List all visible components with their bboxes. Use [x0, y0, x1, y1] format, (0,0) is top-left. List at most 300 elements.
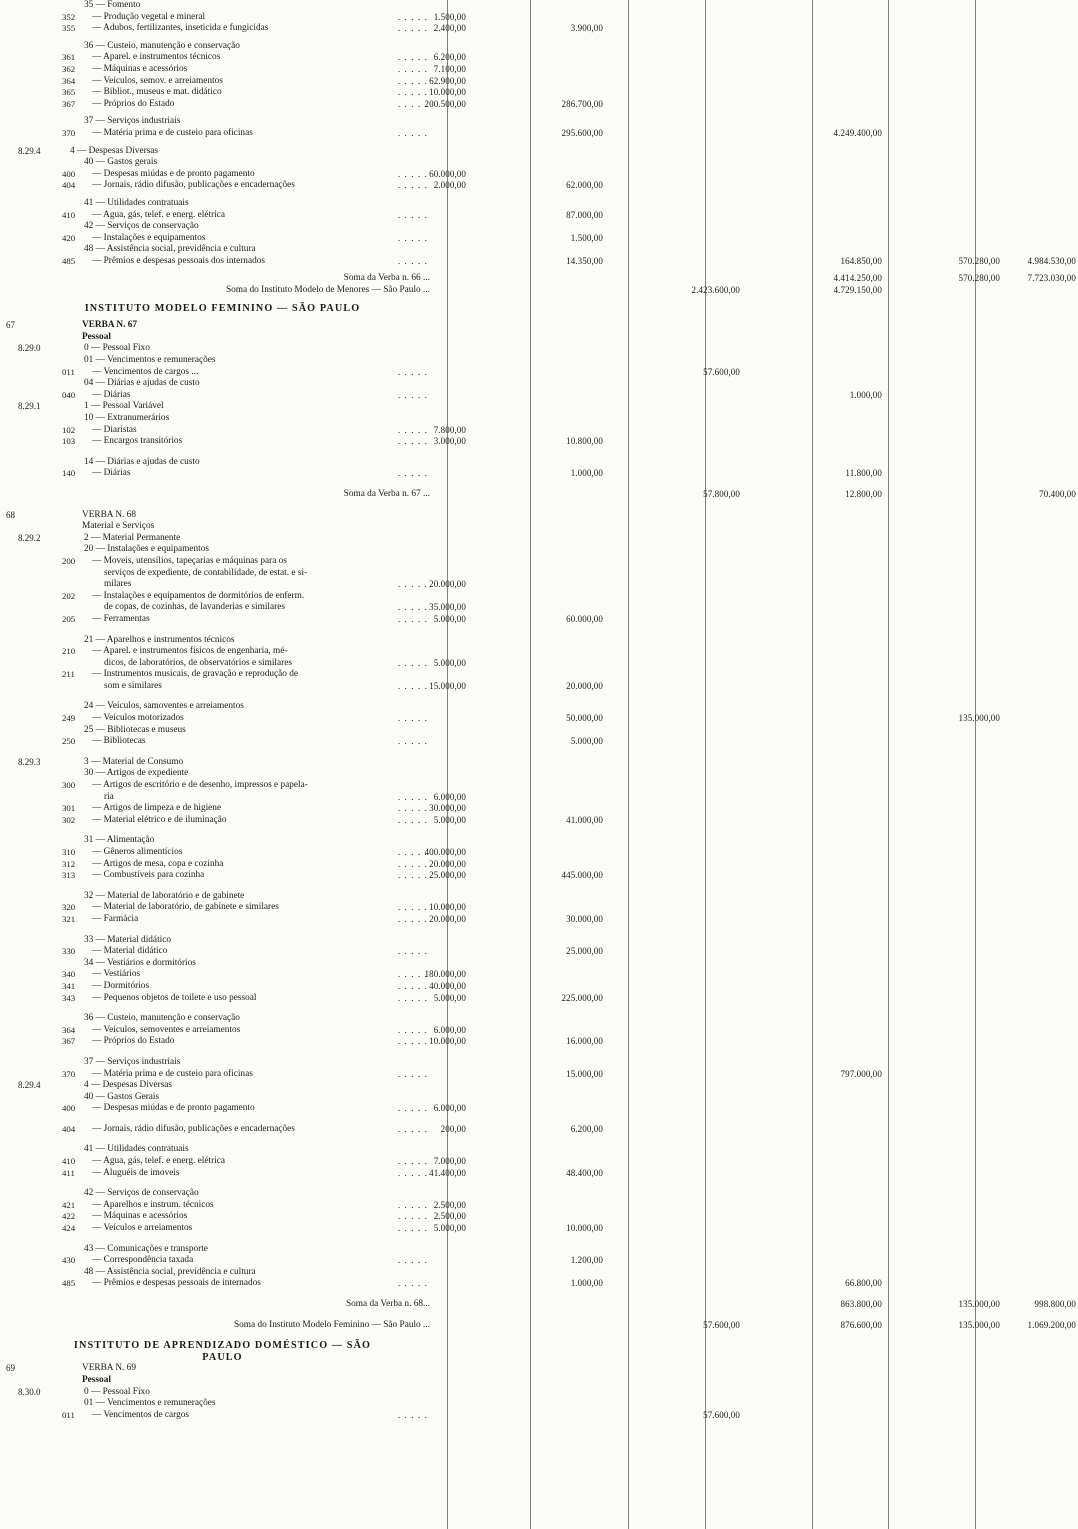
leader-dots: . . . . .	[397, 791, 428, 802]
ledger-row	[0, 713, 1078, 725]
amount-c2: 1.000,00	[570, 468, 603, 479]
ledger-row	[0, 12, 1078, 24]
amount-c2: 41.000,00	[566, 814, 603, 825]
item-code: 361	[62, 52, 76, 63]
item-code: 300	[62, 780, 76, 791]
ledger-row	[0, 902, 1078, 914]
ledger-row	[0, 891, 1078, 903]
amount-c2: 25.000,00	[566, 946, 603, 957]
amount-c1: 7.000,00	[433, 1156, 466, 1167]
item-code: 370	[62, 127, 76, 138]
amount-c3: 57.600,00	[703, 1319, 740, 1330]
item-code: 011	[62, 366, 75, 377]
ledger-row	[0, 198, 1078, 210]
ledger-row	[0, 544, 1078, 556]
line-label: — Material elétrico e de iluminação	[92, 814, 227, 825]
amount-c1: 3.000,00	[433, 436, 466, 447]
ledger-row	[0, 390, 1078, 402]
ledger-row	[0, 669, 1078, 681]
leader-dots: . . . . .	[397, 657, 428, 668]
leader-dots: . . . . .	[397, 1156, 428, 1167]
budget-code: 8.29.3	[18, 756, 41, 767]
item-code: 362	[62, 63, 76, 74]
line-label: Soma do Instituto Modelo Feminino — São Paulo ...	[233, 1319, 430, 1330]
amount-c4: 1.000,00	[849, 389, 882, 400]
ledger-row	[0, 116, 1078, 128]
item-code: 400	[62, 168, 76, 179]
ledger-row	[0, 457, 1078, 469]
line-label: — Jornais, rádio difusão, publicações e encadernações	[92, 180, 295, 191]
ledger-row	[0, 180, 1078, 192]
line-label: — Artigos de limpeza e de higiene	[92, 803, 222, 814]
row-spacer	[0, 501, 1078, 510]
amount-c1: 6.200,00	[433, 52, 466, 63]
amount-c1: 5.000,00	[433, 613, 466, 624]
amount-c1: 20.000,00	[429, 858, 466, 869]
ledger-row	[0, 556, 1078, 568]
item-code: 343	[62, 992, 76, 1003]
line-label: 43 — Comunicações e transporte	[84, 1243, 208, 1254]
leader-dots: . . . . .	[397, 87, 428, 98]
amount-c1: 10.000,00	[429, 87, 466, 98]
line-label: 42 — Serviços de conservação	[84, 1188, 199, 1199]
ledger-row	[0, 847, 1078, 859]
amount-c2: 3.900,00	[570, 23, 603, 34]
amount-c1: 60.000,00	[429, 168, 466, 179]
item-code: 485	[62, 1278, 76, 1289]
item-code: 355	[62, 23, 76, 34]
line-label: VERBA N. 67	[82, 320, 138, 331]
line-label: — Instalações e equipamentos de dormitórios de enferm.	[92, 590, 305, 601]
item-code: 330	[62, 946, 76, 957]
ledger-row	[0, 533, 1078, 545]
line-label: 10 — Extranumerários	[84, 413, 170, 423]
ledger-row	[0, 914, 1078, 926]
amount-c1: 25.000,00	[429, 870, 466, 881]
ledger-row	[0, 0, 1078, 12]
line-label: Soma da Verba n. 67 ...	[343, 488, 430, 499]
budget-code: 8.29.2	[18, 532, 41, 543]
amount-c5: 135.000,00	[958, 713, 1000, 724]
amount-c5: 135.000,00	[958, 1299, 1000, 1309]
line-label: 34 — Vestiários e dormitórios	[84, 957, 196, 968]
line-label: VERBA N. 68	[82, 509, 136, 520]
leader-dots: . . . . .	[397, 803, 428, 814]
amount-c1: 5.000,00	[433, 657, 466, 668]
line-label: 4 — Despesas Diversas	[84, 1080, 173, 1091]
ledger-row	[0, 1320, 1078, 1332]
item-code: 011	[62, 1409, 75, 1420]
ledger-row	[0, 1057, 1078, 1069]
line-label: — Aparel. e instrumentos técnicos	[92, 52, 221, 63]
item-code: 410	[62, 1156, 76, 1167]
leader-dots: . . . . .	[397, 870, 428, 881]
ledger-row	[0, 1223, 1078, 1235]
row-spacer	[0, 1235, 1078, 1244]
leader-dots: . . . . .	[397, 1255, 428, 1266]
line-label: 37 — Serviços industriais	[84, 1056, 181, 1067]
line-label: Pessoal	[82, 1374, 111, 1385]
ledger-row	[0, 1025, 1078, 1037]
item-code: 140	[62, 468, 76, 479]
amount-c1: 5.000,00	[433, 992, 466, 1003]
ledger-row	[0, 468, 1078, 480]
item-code: 312	[62, 858, 76, 869]
ledger-row	[0, 41, 1078, 53]
ledger-row	[0, 1188, 1078, 1200]
amount-c2: 87.000,00	[566, 209, 603, 220]
amount-c1: 10.000,00	[429, 902, 466, 913]
ledger-row	[0, 233, 1078, 245]
leader-dots: . . . . .	[397, 209, 428, 220]
amount-c2: 48.400,00	[566, 1167, 603, 1178]
amount-c2: 14.350,00	[566, 255, 603, 266]
amount-c2: 286.700,00	[561, 98, 603, 109]
leader-dots: . . . . .	[397, 232, 428, 243]
line-label: — Agua, gás, telef. e energ. elétrica	[92, 209, 226, 220]
item-code: 364	[62, 1024, 76, 1035]
ledger-row	[0, 757, 1078, 769]
item-code: 367	[62, 98, 76, 109]
line-label: — Artigos de mesa, copa e cozinha	[92, 858, 224, 869]
line-label: — Próprios do Estado	[92, 1036, 175, 1047]
ledger-row	[0, 1036, 1078, 1048]
ledger-row	[0, 768, 1078, 780]
ledger-row	[0, 303, 1078, 315]
line-label: — Agua, gás, telef. e energ. elétrica	[92, 1156, 226, 1167]
line-label: — Vencimentos de cargos ...	[92, 366, 199, 377]
amount-c1: 40.000,00	[429, 980, 466, 991]
ledger-row	[0, 1398, 1078, 1410]
row-spacer	[0, 826, 1078, 835]
line-label: — Material didático	[92, 946, 168, 957]
leader-dots: . . . . .	[397, 52, 428, 63]
line-label: 0 — Pessoal Fixo	[84, 1386, 150, 1397]
leader-dots: . . . . .	[397, 980, 428, 991]
ledger-row	[0, 52, 1078, 64]
item-code: 365	[62, 87, 76, 98]
line-label: — Artigos de escritório e de desenho, impressos e papela-	[92, 780, 308, 791]
ledger-row	[0, 658, 1078, 670]
leader-dots: . . . . .	[397, 98, 428, 109]
item-code: 205	[62, 613, 76, 624]
ledger-row	[0, 635, 1078, 647]
leader-dots: . . . . .	[397, 847, 428, 857]
ledger-row	[0, 591, 1078, 603]
ledger-row	[0, 602, 1078, 614]
row-spacer	[0, 1179, 1078, 1188]
amount-c4: 4.414.250,00	[833, 273, 882, 284]
amount-c6: 70.400,00	[1039, 488, 1076, 499]
amount-c1: 7.100,00	[433, 63, 466, 74]
item-code: 301	[62, 803, 76, 814]
line-label: — Aparelhos e instrum. técnicos	[92, 1199, 214, 1210]
line-label: som e similares	[104, 680, 162, 691]
ledger-row	[0, 1013, 1078, 1025]
row-spacer	[0, 1135, 1078, 1144]
amount-c1: 180.000,00	[424, 969, 466, 980]
row-spacer	[0, 626, 1078, 635]
amount-c5: 570.280,00	[958, 255, 1000, 266]
ledger-row	[0, 425, 1078, 437]
ledger-row	[0, 579, 1078, 591]
leader-dots: . . . . .	[397, 1103, 428, 1114]
leader-dots: . . . . .	[397, 468, 428, 479]
leader-dots: . . . . .	[397, 389, 428, 400]
ledger-row	[0, 273, 1078, 285]
leader-dots: . . . . .	[397, 736, 428, 747]
item-code: 411	[62, 1167, 75, 1178]
line-label: — Prêmios e despesas pessoais dos internados	[92, 255, 266, 266]
ledger-row	[0, 367, 1078, 379]
line-label: — Produção vegetal e mineral	[92, 11, 206, 22]
amount-c3: 57.600,00	[703, 366, 740, 377]
ledger-row	[0, 859, 1078, 871]
ledger-row	[0, 568, 1078, 580]
leader-dots: . . . . .	[397, 902, 428, 913]
line-label: 48 — Assistência social, previdência e cultura	[84, 244, 256, 255]
ledger-row	[0, 510, 1078, 522]
amount-c1: 62.900,00	[429, 75, 466, 86]
row-spacer	[0, 882, 1078, 891]
ledger-row	[0, 521, 1078, 533]
amount-c2: 225.000,00	[561, 992, 603, 1003]
line-label: 37 — Serviços industriais	[84, 116, 181, 127]
line-label: Material e Serviços	[82, 521, 155, 532]
leader-dots: . . . . .	[397, 1036, 428, 1047]
amount-c1: 20.000,00	[429, 579, 466, 590]
ledger-row	[0, 355, 1078, 367]
budget-code: 8.29.4	[18, 1080, 41, 1091]
ledger-row	[0, 244, 1078, 256]
row-spacer	[0, 448, 1078, 457]
line-label: — Despesas miúdas e de pronto pagamento	[92, 1103, 255, 1114]
item-code: 364	[62, 75, 76, 86]
item-code: 250	[62, 736, 76, 747]
line-label: milares	[104, 579, 132, 590]
item-code: 340	[62, 969, 76, 980]
budget-code: 8.29.4	[18, 145, 41, 156]
line-label: de copas, de cozinhas, de lavanderias e similares	[104, 602, 285, 613]
amount-c1: 400.000,00	[424, 847, 466, 857]
line-label: — Aluguéis de imoveis	[92, 1167, 180, 1178]
item-code: 424	[62, 1223, 76, 1234]
ledger-row	[0, 285, 1078, 297]
leader-dots: . . . . .	[397, 946, 428, 957]
leader-dots: . . . . .	[397, 814, 428, 825]
line-label: 21 — Aparelhos e instrumentos técnicos	[84, 634, 235, 645]
amount-c1: 10.000,00	[429, 1036, 466, 1047]
item-code: 485	[62, 255, 76, 266]
item-code: 210	[62, 646, 76, 657]
amount-c4: 11.800,00	[845, 468, 882, 479]
amount-c1: 1.500,00	[433, 11, 466, 22]
item-code: 103	[62, 436, 76, 447]
line-label: — Veículos, semoventes e arreiamentos	[92, 1024, 241, 1035]
line-label: — Moveis, utensílios, tapeçarias e máquinas para os	[92, 555, 287, 566]
amount-c6: 7.723.030,00	[1027, 273, 1076, 284]
leader-dots: . . . . .	[397, 168, 428, 179]
line-label: 3 — Material de Consumo	[84, 756, 184, 767]
item-code: 341	[62, 980, 76, 991]
amount-c2: 10.800,00	[566, 436, 603, 447]
ledger-row	[0, 958, 1078, 970]
ledger-row	[0, 835, 1078, 847]
leader-dots: . . . . .	[397, 255, 428, 266]
ledger-row	[0, 1255, 1078, 1267]
amount-c4: 4.729.150,00	[833, 285, 882, 296]
line-label: 30 — Artigos de expediente	[84, 768, 189, 779]
line-label: — Máquinas e acessórios	[92, 1211, 188, 1222]
leader-dots: . . . . .	[397, 436, 428, 447]
budget-code: 8.29.0	[18, 343, 41, 354]
leader-dots: . . . . .	[397, 613, 428, 624]
line-label: — Prêmios e despesas pessoais de internados	[92, 1278, 261, 1289]
leader-dots: . . . . .	[397, 75, 428, 86]
line-label: 48 — Assistência social, previdência e cultura	[84, 1266, 256, 1277]
item-code: 202	[62, 590, 76, 601]
line-label: — Próprios do Estado	[92, 98, 175, 109]
leader-dots: . . . . .	[397, 63, 428, 74]
line-label: 33 — Material didático	[84, 934, 172, 945]
amount-c2: 20.000,00	[566, 680, 603, 691]
line-label: — Diaristas	[92, 424, 137, 435]
ledger-row	[0, 169, 1078, 181]
leader-dots: . . . . .	[397, 1223, 428, 1234]
ledger-row	[0, 614, 1078, 626]
amount-c1: 5.000,00	[433, 814, 466, 825]
leader-dots: . . . . .	[397, 23, 428, 34]
ledger-row	[0, 792, 1078, 804]
amount-c1: 200,00	[440, 1123, 466, 1134]
line-label: 4 — Despesas Diversas	[70, 145, 159, 156]
budget-code: 8.29.1	[18, 401, 41, 412]
ledger-row	[0, 815, 1078, 827]
amount-c2: 16.000,00	[566, 1036, 603, 1047]
budget-code: 67	[6, 320, 15, 331]
ledger-row	[0, 489, 1078, 501]
line-label: 42 — Serviços de conservação	[84, 221, 199, 232]
ledger-row	[0, 378, 1078, 390]
line-label: — Farmácia	[92, 913, 139, 924]
ledger-row	[0, 1363, 1078, 1375]
row-spacer	[0, 1115, 1078, 1124]
amount-c1: 6.000,00	[433, 1103, 466, 1114]
ledger-row	[0, 1092, 1078, 1104]
line-label: VERBA N. 69	[82, 1363, 136, 1374]
item-code: 421	[62, 1199, 76, 1210]
line-label: Soma da Verba n. 66 ...	[343, 273, 430, 284]
amount-c6: 4.984.530,00	[1027, 255, 1076, 266]
line-label: 24 — Veículos, samoventes e arreiamentos	[84, 701, 244, 712]
line-label: 41 — Utilidades contratuais	[84, 1144, 189, 1155]
line-label: PAULO	[202, 1351, 243, 1363]
line-label: — Pequenos objetos de toilete e uso pessoal	[92, 992, 257, 1003]
line-label: — Ferramentas	[92, 613, 150, 624]
line-label: — Máquinas e acessórios	[92, 63, 188, 74]
item-code: 249	[62, 713, 76, 724]
ledger-row	[0, 780, 1078, 792]
leader-dots: . . . . .	[397, 969, 428, 980]
amount-c2: 62.000,00	[566, 180, 603, 191]
row-spacer	[0, 1048, 1078, 1057]
leader-dots: . . . . .	[397, 1068, 428, 1079]
ledger-row	[0, 646, 1078, 658]
item-code: 352	[62, 11, 76, 22]
ledger-row	[0, 64, 1078, 76]
amount-c2: 6.200,00	[570, 1123, 603, 1134]
amount-c2: 30.000,00	[566, 913, 603, 924]
line-label: serviços de expediente, de contabilidade, de estat. e si-	[104, 567, 308, 578]
item-code: 370	[62, 1068, 76, 1079]
line-label: — Vestiários	[92, 969, 141, 980]
ledger-row	[0, 969, 1078, 981]
amount-c6: 998.800,00	[1034, 1299, 1076, 1309]
ledger-row	[0, 935, 1078, 947]
ledger-row	[0, 1080, 1078, 1092]
line-label: — Material de laboratório, de gabinete e similares	[92, 902, 279, 913]
line-label: — Despesas miúdas e de pronto pagamento	[92, 168, 255, 179]
leader-dots: . . . . .	[397, 1167, 428, 1178]
ledger-row	[0, 1340, 1078, 1352]
amount-c1: 6.000,00	[433, 791, 466, 802]
ledger-row	[0, 332, 1078, 344]
amount-c2: 295.600,00	[561, 127, 603, 138]
ledger-row	[0, 128, 1078, 140]
ledger-row	[0, 401, 1078, 413]
ledger-row	[0, 1168, 1078, 1180]
line-label: 1 — Pessoal Variável	[84, 401, 164, 412]
row-spacer	[0, 480, 1078, 489]
amount-c1: 41.400,00	[429, 1167, 466, 1178]
leader-dots: . . . . .	[397, 424, 428, 435]
line-label: — Diárias	[92, 468, 131, 479]
amount-c2: 15.000,00	[566, 1068, 603, 1079]
row-spacer	[0, 1004, 1078, 1013]
line-label: 04 — Diárias e ajudas de custo	[84, 378, 200, 389]
amount-c1: 30.000,00	[429, 803, 466, 814]
ledger-row	[0, 1244, 1078, 1256]
amount-c2: 10.000,00	[566, 1223, 603, 1234]
ledger-row	[0, 870, 1078, 882]
leader-dots: . . . . .	[397, 579, 428, 590]
line-label: INSTITUTO DE APRENDIZADO DOMÉSTICO — SÃO	[73, 1340, 372, 1352]
line-label: — Diárias	[92, 389, 131, 400]
ledger-row	[0, 981, 1078, 993]
amount-c1: 200.500,00	[424, 98, 466, 109]
leader-dots: . . . . .	[397, 1199, 428, 1210]
item-code: 367	[62, 1036, 76, 1047]
line-label: — Gêneros alimentícios	[92, 847, 183, 857]
ledger-row	[0, 1299, 1078, 1311]
line-label: INSTITUTO MODELO FEMININO — SÃO PAULO	[84, 302, 361, 314]
row-spacer	[0, 692, 1078, 701]
budget-code: 68	[6, 509, 15, 520]
item-code: 400	[62, 1103, 76, 1114]
line-label: ria	[104, 791, 114, 802]
amount-c1: 2.400,00	[433, 23, 466, 34]
line-label: 36 — Custeio, manutenção e conservação	[84, 1013, 240, 1024]
line-label: dicos, de laboratórios, de observatórios e similares	[104, 657, 292, 668]
line-label: — Jornais, rádio difusão, publicações e encadernações	[92, 1123, 295, 1134]
leader-dots: . . . . .	[397, 1024, 428, 1035]
line-label: 14 — Diárias e ajudas de custo	[84, 456, 200, 467]
ledger-row	[0, 1387, 1078, 1399]
ledger-row	[0, 736, 1078, 748]
ledger-row	[0, 803, 1078, 815]
ledger-row	[0, 946, 1078, 958]
line-label: — Adubos, fertilizantes, inseticida e fungicidas	[92, 23, 269, 34]
